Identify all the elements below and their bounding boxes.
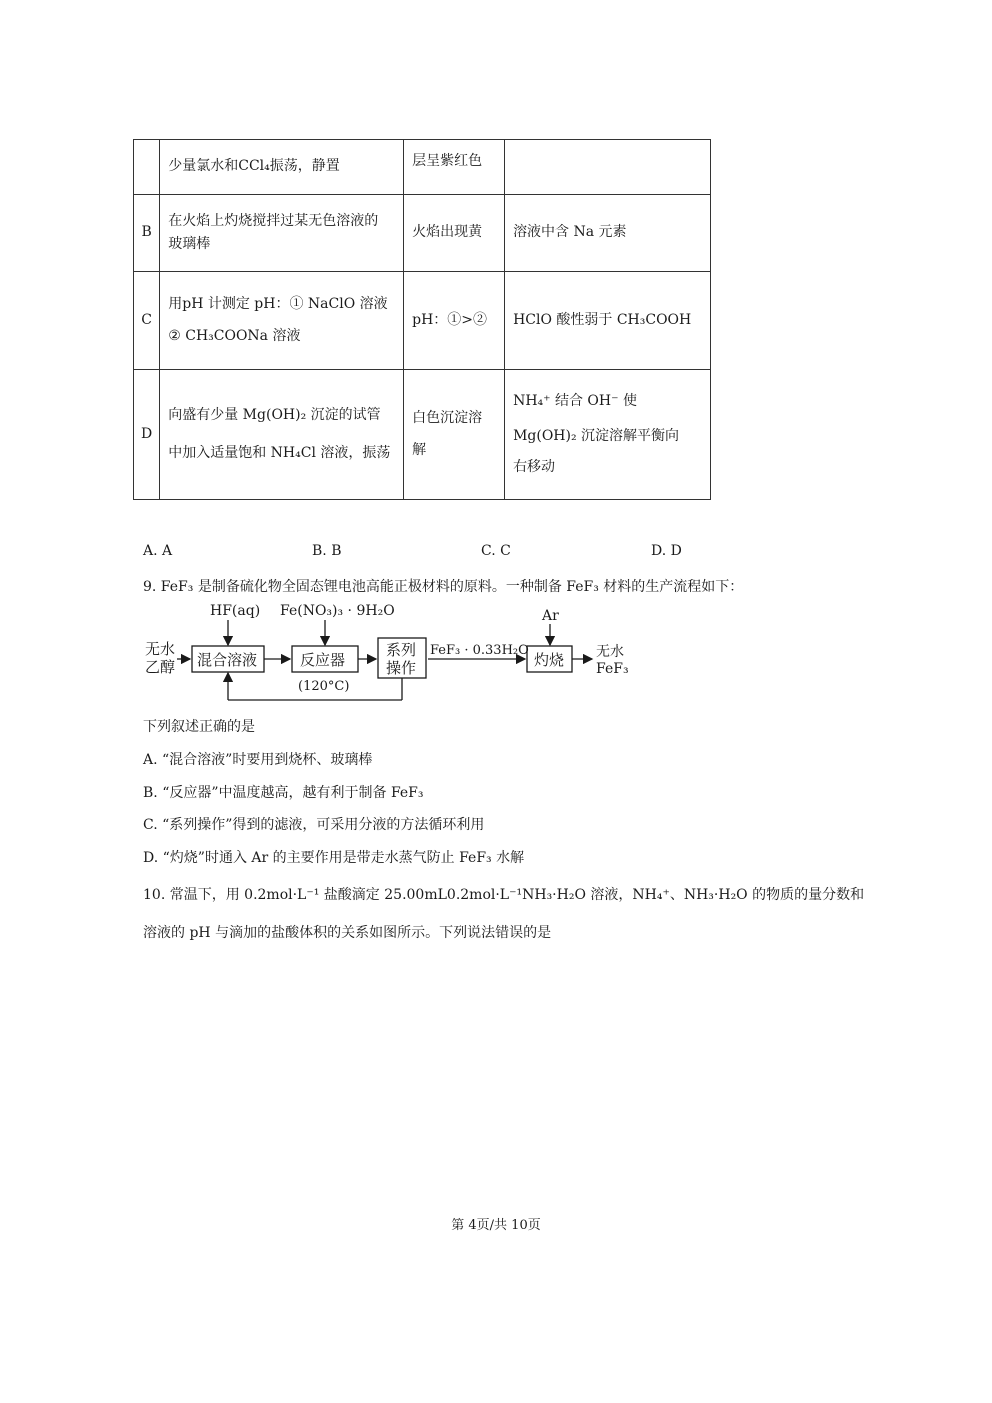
table-row <box>134 272 711 370</box>
conclusion-text: 溶液中含 Na 元素 <box>513 224 627 241</box>
experiment-table <box>133 139 711 500</box>
operation-text: 在火焰上灼烧搅拌过某无色溶液的 <box>168 212 379 229</box>
phenomenon-text: 层呈紫红色 <box>412 153 483 169</box>
process-box-label: 操作 <box>386 659 417 677</box>
phenomenon-text: pH：①>② <box>412 311 488 328</box>
input-label: 无水 <box>145 640 176 658</box>
operation-text: 中加入适量饱和 NH₄Cl 溶液，振荡 <box>168 444 391 461</box>
conclusion-text: HClO 酸性弱于 CH₃COOH <box>513 311 692 328</box>
question-9-option-c: C. “系列操作”得到的滤液，可采用分液的方法循环利用 <box>143 817 485 833</box>
process-box-label: 反应器 <box>300 651 346 669</box>
conclusion-cell <box>505 272 711 370</box>
table-row <box>134 140 711 195</box>
question-9-option-a: A. “混合溶液”时要用到烧杯、玻璃棒 <box>143 752 373 768</box>
option-b: B. B <box>312 543 342 559</box>
operation-cell <box>160 272 404 370</box>
phenomenon-text: 白色沉淀溶 <box>412 410 483 427</box>
process-box-label: 混合溶液 <box>197 651 258 669</box>
row-label: D <box>134 370 160 500</box>
question-9-option-d: D. “灼烧”时通入 Ar 的主要作用是带走水蒸气防止 FeF₃ 水解 <box>143 850 525 866</box>
reagent-label: Ar <box>542 608 559 624</box>
option-a: A. A <box>143 543 173 559</box>
operation-cell <box>160 370 404 500</box>
option-d: D. D <box>651 543 682 559</box>
question-9-stem: 9. FeF₃ 是制备硫化物全固态锂电池高能正极材料的原料。一种制备 FeF₃ 材料的生产流程如下： <box>143 579 744 595</box>
table-row <box>134 195 711 272</box>
phenomenon-text: 解 <box>412 441 427 458</box>
operation-text: ② CH₃COONa 溶液 <box>168 327 301 344</box>
reagent-label: Fe(NO₃)₃ · 9H₂O <box>280 603 395 619</box>
operation-cell <box>160 140 404 195</box>
phenomenon-text: 火焰出现黄 <box>412 224 483 241</box>
phenomenon-cell <box>404 140 505 195</box>
question-9-option-b: B. “反应器”中温度越高，越有利于制备 FeF₃ <box>143 785 424 801</box>
conclusion-text: NH₄⁺ 结合 OH⁻ 使 <box>513 392 637 409</box>
row-label: C <box>134 272 160 370</box>
reagent-label: HF(aq) <box>210 603 261 619</box>
table-row <box>134 370 711 500</box>
conclusion-cell <box>505 140 711 195</box>
question-9-prompt: 下列叙述正确的是 <box>143 719 255 735</box>
question-10-line-2: 溶液的 pH 与滴加的盐酸体积的关系如图所示。下列说法错误的是 <box>143 925 552 941</box>
output-label: 无水 <box>596 644 624 660</box>
process-flow-diagram <box>140 600 640 705</box>
operation-text: 用pH 计测定 pH：① NaClO 溶液 <box>168 296 388 313</box>
intermediate-label: FeF₃ · 0.33H₂O <box>430 643 529 658</box>
row-label: B <box>134 195 160 272</box>
page-footer: 第 4页/共 10页 <box>451 1218 541 1233</box>
conclusion-text: Mg(OH)₂ 沉淀溶解平衡向 <box>513 427 680 444</box>
question-10-line-1: 10. 常温下，用 0.2mol·L⁻¹ 盐酸滴定 25.00mL0.2mol·L⁻¹NH₃·H₂O 溶液，NH₄⁺、NH₃·H₂O 的物质的量分数和 <box>143 887 865 903</box>
operation-text: 向盛有少量 Mg(OH)₂ 沉淀的试管 <box>168 407 381 424</box>
operation-text: 少量氯水和CCl₄振荡，静置 <box>168 158 340 175</box>
operation-cell <box>160 195 404 272</box>
option-c: C. C <box>481 543 511 559</box>
operation-text: 玻璃棒 <box>168 236 211 252</box>
row-label <box>134 140 160 195</box>
phenomenon-cell <box>404 272 505 370</box>
conclusion-cell <box>505 370 711 500</box>
process-box-label: 灼烧 <box>534 651 565 669</box>
temperature-label: (120°C) <box>298 679 350 694</box>
conclusion-text: 右移动 <box>513 459 556 476</box>
output-label: FeF₃ <box>596 661 629 677</box>
conclusion-cell <box>505 195 711 272</box>
input-label: 乙醇 <box>145 658 176 676</box>
process-box-label: 系列 <box>386 641 417 659</box>
phenomenon-cell <box>404 370 505 500</box>
phenomenon-cell <box>404 195 505 272</box>
